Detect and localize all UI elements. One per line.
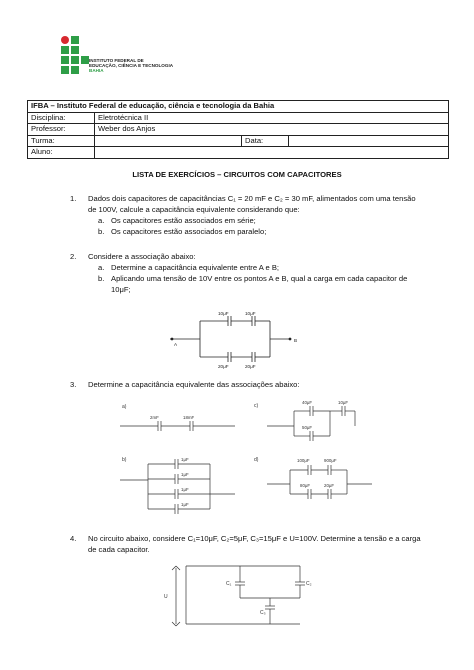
data-label: Data: xyxy=(242,135,289,147)
disciplina-label: Disciplina: xyxy=(28,112,95,124)
q4-circuit-figure xyxy=(160,562,320,628)
q3-fig-b-c1: 1μF xyxy=(181,457,189,462)
turma-label: Turma: xyxy=(28,135,95,147)
q3-figure-d xyxy=(252,452,377,512)
q3-fig-a-label: a) xyxy=(122,404,127,410)
q3-fig-b-label: b) xyxy=(122,457,127,463)
q2-a-text: Determine a capacitância equivalente entre A e B; xyxy=(111,263,280,272)
header-table xyxy=(27,100,449,159)
q3-figure-b xyxy=(120,452,240,522)
q3-fig-d-c4: 20μF xyxy=(324,483,335,488)
q4-c1-label: C₁ xyxy=(226,581,232,587)
q3-number: 3. xyxy=(70,380,77,389)
q3-fig-a-c1: 2mF xyxy=(150,415,159,420)
q2-circuit-figure xyxy=(170,305,310,375)
q3-fig-b-c4: 1μF xyxy=(181,502,189,507)
ifba-logo-mark xyxy=(61,36,87,76)
professor-label: Professor: xyxy=(28,124,95,136)
q4-u-label: U xyxy=(164,594,168,600)
q3-fig-c-c2: 50μF xyxy=(302,425,313,430)
q3-figure-c xyxy=(252,398,372,444)
q1-b-text: Os capacitores estão associados em paralelo; xyxy=(111,227,267,236)
q3-fig-a-c2: 18mF xyxy=(183,415,195,420)
q2-cap-top-right-label: 10μF xyxy=(245,311,256,316)
aluno-label: Aluno: xyxy=(28,147,95,159)
q3-fig-d-label: d) xyxy=(254,457,259,463)
q4-number: 4. xyxy=(70,534,77,543)
aluno-value xyxy=(95,147,449,159)
q3-fig-c-label: c) xyxy=(254,403,259,409)
q4-text-line2: de cada capacitor. xyxy=(88,545,150,554)
header-title: IFBA – Instituto Federal de educação, ciência e tecnologia da Bahia xyxy=(28,101,449,113)
disciplina-value: Eletrotécnica II xyxy=(95,112,449,124)
q1-text-line2: de 100V, calcule a capacitância equivalente considerando que: xyxy=(88,205,300,214)
q2-b-text-line1: Aplicando uma tensão de 10V entre os pontos A e B, qual a carga em cada capacitor de xyxy=(111,274,408,283)
turma-value xyxy=(95,135,242,147)
q1-a-label: a. xyxy=(98,216,105,225)
q3-fig-c-c1: 40μF xyxy=(302,400,313,405)
q2-cap-top-left-label: 10μF xyxy=(218,311,229,316)
q2-cap-bot-left-label: 20μF xyxy=(218,364,229,369)
q3-fig-d-c2: 900μF xyxy=(324,458,337,463)
q4-c3-label: C₃ xyxy=(260,610,266,616)
q3-fig-b-c3: 1μF xyxy=(181,487,189,492)
data-value xyxy=(289,135,449,147)
q1-number: 1. xyxy=(70,194,77,203)
q3-fig-d-c1: 100μF xyxy=(297,458,310,463)
professor-value: Weber dos Anjos xyxy=(95,124,449,136)
q2-node-b: B xyxy=(294,338,298,343)
institution-name: INSTITUTO FEDERAL DE EDUCAÇÃO, CIÊNCIA E TECNOLOGIA BAHIA xyxy=(89,58,174,74)
q2-a-label: a. xyxy=(98,263,105,272)
q3-fig-d-c3: 80μF xyxy=(300,483,311,488)
q3-text-line1: Determine a capacitância equivalente das associações abaixo: xyxy=(88,380,300,389)
q2-number: 2. xyxy=(70,252,77,261)
q2-cap-bot-right-label: 20μF xyxy=(245,364,256,369)
q2-b-text-line2: 10μF; xyxy=(111,285,131,294)
q4-c2-label: C₂ xyxy=(306,581,312,587)
q2-node-a: A xyxy=(174,342,178,347)
q1-b-label: b. xyxy=(98,227,105,236)
q1-text-line1: Dados dois capacitores de capacitâncias C₁ = 20 mF e C₂ = 30 mF, alimentados com uma tensão xyxy=(88,194,416,203)
q1-a-text: Os capacitores estão associados em série; xyxy=(111,216,256,225)
q2-text-line1: Considere a associação abaixo: xyxy=(88,252,196,261)
q3-figure-a xyxy=(120,398,245,440)
q2-b-label: b. xyxy=(98,274,105,283)
q3-fig-c-c3: 10μF xyxy=(338,400,349,405)
q4-text-line1: No circuito abaixo, considere C₁=10μF, C₂=5μF, C₃=15μF e U=100V. Determine a tensão e a carga xyxy=(88,534,421,543)
list-title: LISTA DE EXERCÍCIOS – CIRCUITOS COM CAPACITORES xyxy=(132,170,342,179)
q3-fig-b-c2: 1μF xyxy=(181,472,189,477)
